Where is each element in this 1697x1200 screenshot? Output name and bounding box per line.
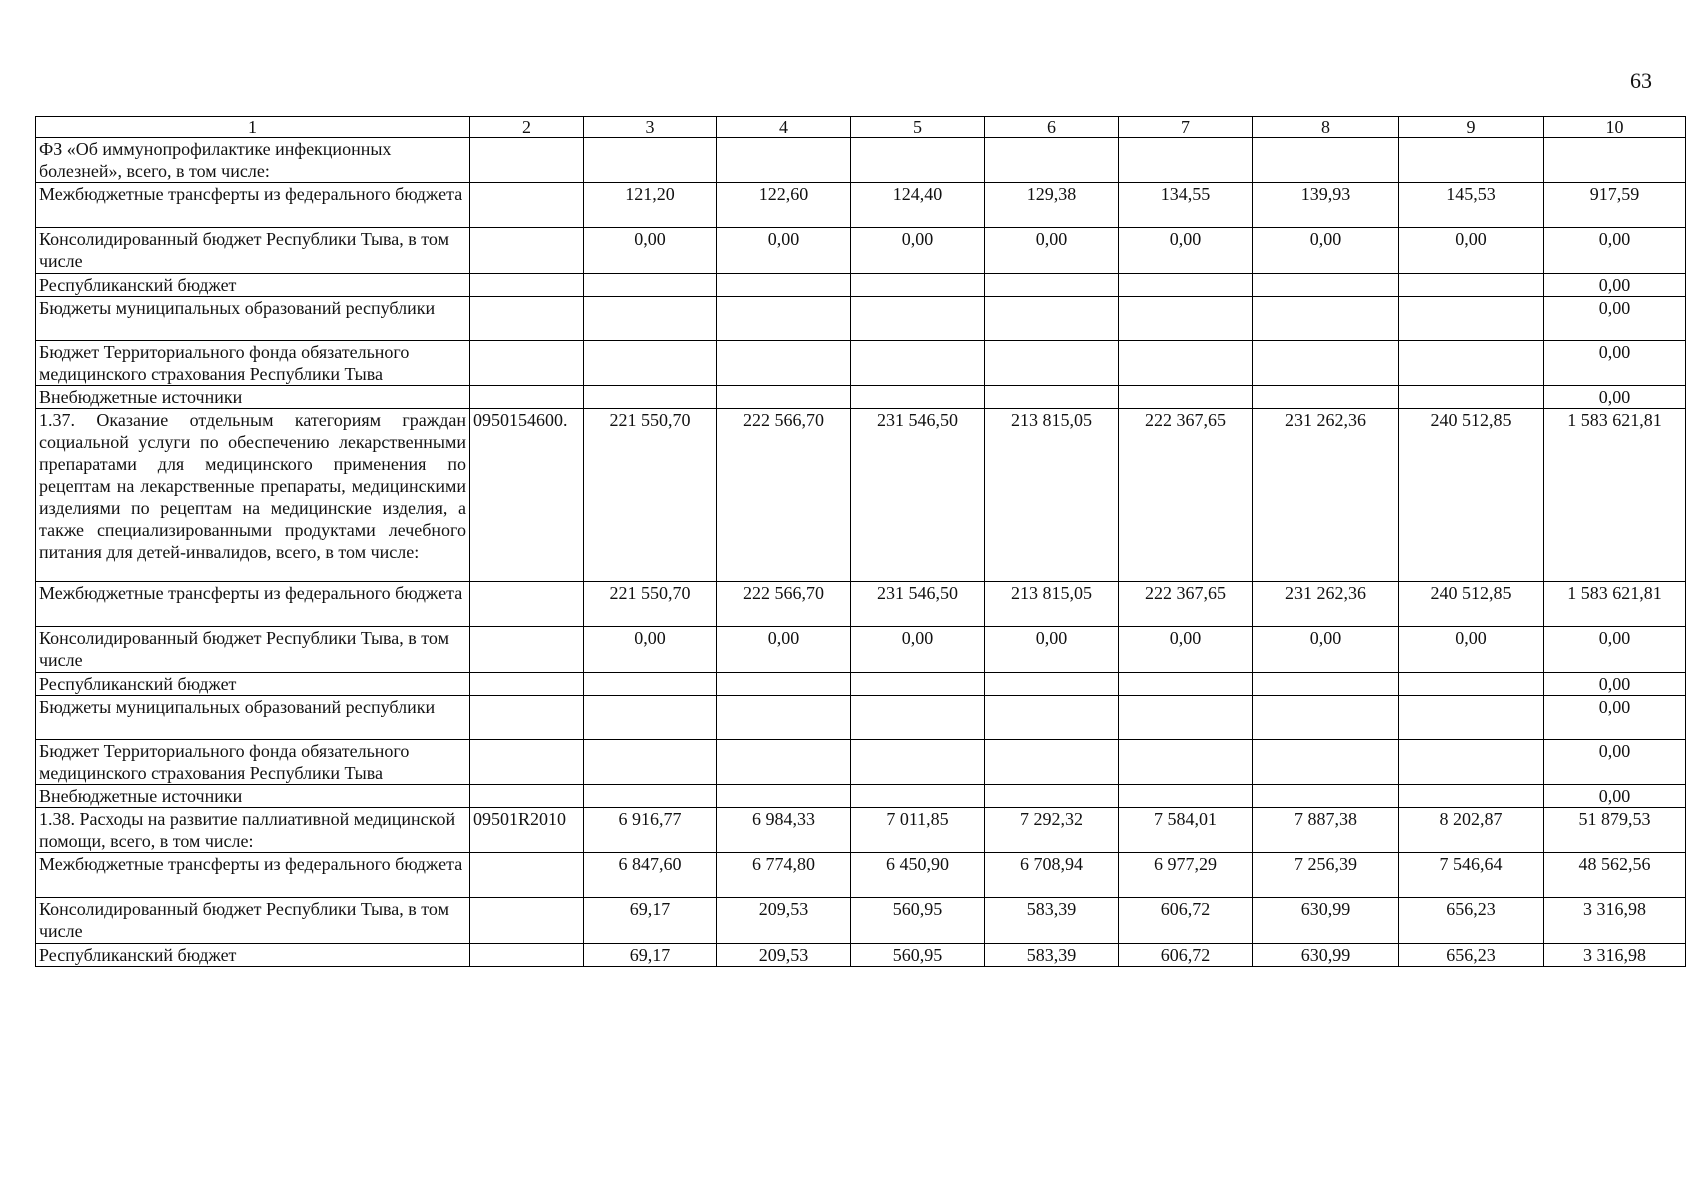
year-value-cell: 656,23 — [1399, 944, 1544, 967]
year-value-cell: 7 011,85 — [851, 808, 985, 853]
total-value-cell: 0,00 — [1544, 696, 1686, 740]
year-value-cell — [1119, 673, 1253, 696]
column-header: 9 — [1399, 117, 1544, 138]
year-value-cell: 606,72 — [1119, 944, 1253, 967]
year-value-cell: 6 708,94 — [985, 853, 1119, 898]
year-value-cell — [985, 341, 1119, 386]
year-value-cell — [1399, 386, 1544, 409]
table-row — [36, 228, 1686, 274]
total-value-cell: 51 879,53 — [1544, 808, 1686, 853]
column-header: 8 — [1253, 117, 1399, 138]
year-value-cell: 231 262,36 — [1253, 582, 1399, 627]
year-value-cell — [1119, 274, 1253, 297]
year-value-cell — [717, 138, 851, 183]
year-value-cell: 7 256,39 — [1253, 853, 1399, 898]
budget-code — [470, 785, 584, 808]
column-header: 1 — [36, 117, 470, 138]
table-row — [36, 785, 1686, 808]
row-description: ФЗ «Об иммунопрофилактике инфекционных болезней», всего, в том числе: — [36, 138, 470, 183]
year-value-cell: 222 367,65 — [1119, 409, 1253, 582]
year-value-cell: 630,99 — [1253, 944, 1399, 967]
year-value-cell — [1253, 341, 1399, 386]
year-value-cell: 0,00 — [1253, 627, 1399, 673]
year-value-cell: 583,39 — [985, 898, 1119, 944]
year-value-cell — [717, 297, 851, 341]
table-row — [36, 853, 1686, 898]
year-value-cell — [1253, 274, 1399, 297]
column-header: 7 — [1119, 117, 1253, 138]
table-row — [36, 386, 1686, 409]
total-value-cell: 0,00 — [1544, 785, 1686, 808]
total-value-cell: 0,00 — [1544, 740, 1686, 785]
year-value-cell — [1399, 138, 1544, 183]
year-value-cell: 0,00 — [717, 228, 851, 274]
total-value-cell — [1544, 138, 1686, 183]
total-value-cell: 48 562,56 — [1544, 853, 1686, 898]
year-value-cell — [851, 297, 985, 341]
budget-code — [470, 853, 584, 898]
year-value-cell: 122,60 — [717, 183, 851, 228]
year-value-cell — [717, 274, 851, 297]
table-row — [36, 808, 1686, 853]
year-value-cell — [1399, 740, 1544, 785]
budget-code — [470, 183, 584, 228]
table-row — [36, 673, 1686, 696]
total-value-cell: 0,00 — [1544, 386, 1686, 409]
year-value-cell: 240 512,85 — [1399, 582, 1544, 627]
year-value-cell — [1253, 386, 1399, 409]
year-value-cell — [584, 274, 717, 297]
total-value-cell: 0,00 — [1544, 673, 1686, 696]
budget-code — [470, 138, 584, 183]
year-value-cell: 231 546,50 — [851, 582, 985, 627]
year-value-cell: 221 550,70 — [584, 582, 717, 627]
column-header: 4 — [717, 117, 851, 138]
year-value-cell: 0,00 — [851, 627, 985, 673]
total-value-cell: 1 583 621,81 — [1544, 409, 1686, 582]
year-value-cell — [1399, 673, 1544, 696]
year-value-cell — [584, 740, 717, 785]
year-value-cell — [584, 785, 717, 808]
year-value-cell: 69,17 — [584, 898, 717, 944]
table-row — [36, 183, 1686, 228]
row-description: Консолидированный бюджет Республики Тыва, в том числе — [36, 627, 470, 673]
year-value-cell: 145,53 — [1399, 183, 1544, 228]
row-description: Республиканский бюджет — [36, 944, 470, 967]
year-value-cell — [985, 138, 1119, 183]
year-value-cell — [584, 673, 717, 696]
table-row — [36, 138, 1686, 183]
year-value-cell — [717, 740, 851, 785]
row-description: Республиканский бюджет — [36, 274, 470, 297]
row-description: Внебюджетные источники — [36, 386, 470, 409]
row-description: Бюджет Территориального фонда обязательного медицинского страхования Республики Тыва — [36, 341, 470, 386]
total-value-cell: 0,00 — [1544, 228, 1686, 274]
year-value-cell — [584, 386, 717, 409]
year-value-cell: 0,00 — [985, 627, 1119, 673]
table-row — [36, 740, 1686, 785]
table-row — [36, 341, 1686, 386]
year-value-cell: 209,53 — [717, 944, 851, 967]
budget-code — [470, 274, 584, 297]
year-value-cell: 0,00 — [985, 228, 1119, 274]
row-description: Внебюджетные источники — [36, 785, 470, 808]
year-value-cell: 7 887,38 — [1253, 808, 1399, 853]
year-value-cell: 560,95 — [851, 944, 985, 967]
year-value-cell: 6 984,33 — [717, 808, 851, 853]
column-header: 5 — [851, 117, 985, 138]
column-header: 3 — [584, 117, 717, 138]
year-value-cell — [717, 673, 851, 696]
year-value-cell: 240 512,85 — [1399, 409, 1544, 582]
year-value-cell — [717, 785, 851, 808]
year-value-cell — [985, 740, 1119, 785]
year-value-cell: 231 546,50 — [851, 409, 985, 582]
year-value-cell — [985, 696, 1119, 740]
row-description: Бюджет Территориального фонда обязательного медицинского страхования Республики Тыва — [36, 740, 470, 785]
table-body — [36, 117, 1686, 967]
year-value-cell: 0,00 — [584, 228, 717, 274]
year-value-cell: 6 977,29 — [1119, 853, 1253, 898]
table-row — [36, 297, 1686, 341]
year-value-cell: 630,99 — [1253, 898, 1399, 944]
budget-code — [470, 696, 584, 740]
year-value-cell — [1399, 274, 1544, 297]
total-value-cell: 3 316,98 — [1544, 898, 1686, 944]
year-value-cell: 656,23 — [1399, 898, 1544, 944]
year-value-cell — [1253, 740, 1399, 785]
year-value-cell — [717, 696, 851, 740]
table-row — [36, 274, 1686, 297]
year-value-cell: 124,40 — [851, 183, 985, 228]
year-value-cell: 6 774,80 — [717, 853, 851, 898]
year-value-cell — [851, 341, 985, 386]
budget-table — [35, 116, 1686, 967]
row-description: 1.38. Расходы на развитие паллиативной медицинской помощи, всего, в том числе: — [36, 808, 470, 853]
row-description: 1.37. Оказание отдельным категориям граждан социальной услуги по обеспечению лекарственными препаратами для медицинского применения по рецептам на лекарственные препараты, медицинскими изделиями по рецептам на медицинские изделия, а также специализированными продуктами лечебного питания для детей-инвалидов, всего, в том числе: — [36, 409, 470, 582]
row-description: Консолидированный бюджет Республики Тыва, в том числе — [36, 228, 470, 274]
budget-code — [470, 898, 584, 944]
year-value-cell: 0,00 — [717, 627, 851, 673]
year-value-cell — [851, 138, 985, 183]
year-value-cell — [717, 341, 851, 386]
year-value-cell: 0,00 — [1119, 228, 1253, 274]
year-value-cell — [1253, 696, 1399, 740]
table-row — [36, 696, 1686, 740]
budget-code — [470, 341, 584, 386]
row-description: Межбюджетные трансферты из федерального бюджета — [36, 183, 470, 228]
row-description: Консолидированный бюджет Республики Тыва, в том числе — [36, 898, 470, 944]
year-value-cell: 222 367,65 — [1119, 582, 1253, 627]
year-value-cell: 6 450,90 — [851, 853, 985, 898]
year-value-cell: 0,00 — [584, 627, 717, 673]
year-value-cell: 231 262,36 — [1253, 409, 1399, 582]
year-value-cell — [1119, 138, 1253, 183]
year-value-cell: 7 546,64 — [1399, 853, 1544, 898]
budget-code — [470, 228, 584, 274]
budget-code: 0950154600. — [470, 409, 584, 582]
budget-code — [470, 627, 584, 673]
year-value-cell: 0,00 — [1119, 627, 1253, 673]
row-description: Межбюджетные трансферты из федерального бюджета — [36, 853, 470, 898]
row-description: Межбюджетные трансферты из федерального бюджета — [36, 582, 470, 627]
table-row — [36, 944, 1686, 967]
year-value-cell — [1399, 696, 1544, 740]
year-value-cell — [1119, 341, 1253, 386]
year-value-cell: 222 566,70 — [717, 409, 851, 582]
year-value-cell — [1119, 785, 1253, 808]
year-value-cell: 7 292,32 — [985, 808, 1119, 853]
year-value-cell: 134,55 — [1119, 183, 1253, 228]
year-value-cell: 222 566,70 — [717, 582, 851, 627]
year-value-cell: 606,72 — [1119, 898, 1253, 944]
total-value-cell: 0,00 — [1544, 297, 1686, 341]
total-value-cell: 3 316,98 — [1544, 944, 1686, 967]
year-value-cell — [717, 386, 851, 409]
year-value-cell — [584, 341, 717, 386]
year-value-cell — [1253, 785, 1399, 808]
year-value-cell: 69,17 — [584, 944, 717, 967]
year-value-cell: 0,00 — [1399, 627, 1544, 673]
year-value-cell: 8 202,87 — [1399, 808, 1544, 853]
column-header: 2 — [470, 117, 584, 138]
year-value-cell — [1119, 740, 1253, 785]
year-value-cell — [985, 386, 1119, 409]
budget-code — [470, 673, 584, 696]
column-header: 10 — [1544, 117, 1686, 138]
year-value-cell — [584, 696, 717, 740]
year-value-cell — [1399, 297, 1544, 341]
year-value-cell — [1119, 696, 1253, 740]
year-value-cell: 0,00 — [1253, 228, 1399, 274]
year-value-cell — [851, 274, 985, 297]
row-description: Бюджеты муниципальных образований республики — [36, 696, 470, 740]
year-value-cell — [851, 696, 985, 740]
year-value-cell — [851, 740, 985, 785]
year-value-cell: 583,39 — [985, 944, 1119, 967]
table-row — [36, 409, 1686, 582]
table-row — [36, 582, 1686, 627]
year-value-cell: 6 916,77 — [584, 808, 717, 853]
budget-code: 09501R2010 — [470, 808, 584, 853]
total-value-cell: 0,00 — [1544, 627, 1686, 673]
year-value-cell — [1253, 673, 1399, 696]
table-row — [36, 627, 1686, 673]
budget-code — [470, 740, 584, 785]
year-value-cell: 7 584,01 — [1119, 808, 1253, 853]
year-value-cell: 121,20 — [584, 183, 717, 228]
page-number: 63 — [1630, 68, 1652, 93]
year-value-cell — [985, 673, 1119, 696]
budget-code — [470, 297, 584, 341]
budget-code — [470, 386, 584, 409]
budget-code — [470, 582, 584, 627]
year-value-cell — [985, 297, 1119, 341]
year-value-cell — [1399, 341, 1544, 386]
total-value-cell: 917,59 — [1544, 183, 1686, 228]
total-value-cell: 0,00 — [1544, 274, 1686, 297]
year-value-cell: 6 847,60 — [584, 853, 717, 898]
year-value-cell — [1119, 297, 1253, 341]
year-value-cell — [584, 297, 717, 341]
year-value-cell — [1399, 785, 1544, 808]
table-row — [36, 898, 1686, 944]
row-description: Республиканский бюджет — [36, 673, 470, 696]
total-value-cell: 0,00 — [1544, 341, 1686, 386]
year-value-cell: 213 815,05 — [985, 582, 1119, 627]
year-value-cell — [851, 386, 985, 409]
year-value-cell: 0,00 — [851, 228, 985, 274]
row-description: Бюджеты муниципальных образований республики — [36, 297, 470, 341]
year-value-cell: 221 550,70 — [584, 409, 717, 582]
table-header-row — [36, 117, 1686, 138]
year-value-cell: 129,38 — [985, 183, 1119, 228]
budget-code — [470, 944, 584, 967]
year-value-cell: 213 815,05 — [985, 409, 1119, 582]
year-value-cell — [985, 274, 1119, 297]
year-value-cell — [584, 138, 717, 183]
year-value-cell: 209,53 — [717, 898, 851, 944]
year-value-cell — [1253, 138, 1399, 183]
year-value-cell: 139,93 — [1253, 183, 1399, 228]
year-value-cell — [851, 673, 985, 696]
year-value-cell — [851, 785, 985, 808]
year-value-cell — [985, 785, 1119, 808]
column-header: 6 — [985, 117, 1119, 138]
total-value-cell: 1 583 621,81 — [1544, 582, 1686, 627]
year-value-cell: 560,95 — [851, 898, 985, 944]
year-value-cell — [1119, 386, 1253, 409]
year-value-cell — [1253, 297, 1399, 341]
year-value-cell: 0,00 — [1399, 228, 1544, 274]
